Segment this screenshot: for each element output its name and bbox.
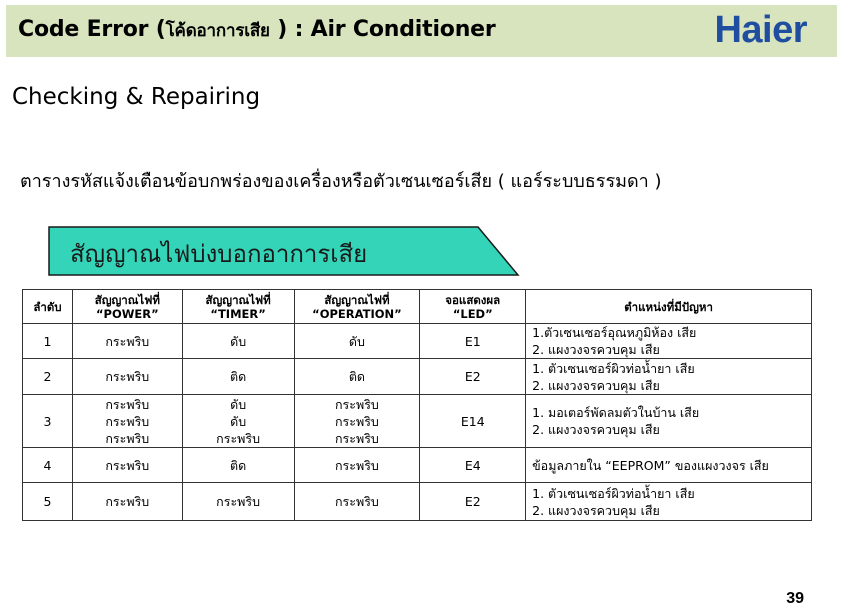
banner xyxy=(48,226,520,276)
cell-timer: ดับ xyxy=(182,324,294,359)
header-bar xyxy=(6,5,837,57)
header-timer: สัญญาณไฟที่ “TIMER” xyxy=(182,290,294,324)
table-row xyxy=(23,448,812,483)
cell-power: กระพริบ xyxy=(72,324,182,359)
cell-problem: 1.ตัวเซนเซอร์อุณหภูมิห้อง เสีย 2. แผงวงจรควบคุม เสีย xyxy=(526,324,812,359)
cell-no: 2 xyxy=(23,359,73,395)
cell-problem: 1. ตัวเซนเซอร์ผิวท่อน้ำยา เสีย 2. แผงวงจรควบคุม เสีย xyxy=(526,359,812,395)
cell-timer: ติด xyxy=(182,448,294,483)
banner-text: สัญญาณไฟบ่งบอกอาการเสีย xyxy=(70,240,368,268)
cell-power: กระพริบ xyxy=(72,448,182,483)
cell-timer: ดับ ดับ กระพริบ xyxy=(182,395,294,448)
cell-operation: กระพริบ xyxy=(294,448,420,483)
cell-led: E4 xyxy=(420,448,526,483)
header-no: ลำดับ xyxy=(23,290,73,324)
cell-problem: 1. มอเตอร์พัดลมตัวในบ้าน เสีย 2. แผงวงจรควบคุม เสีย xyxy=(526,395,812,448)
cell-power: กระพริบ xyxy=(72,359,182,395)
page-title xyxy=(18,17,496,44)
cell-operation: ติด xyxy=(294,359,420,395)
cell-timer: กระพริบ xyxy=(182,483,294,521)
table-row xyxy=(23,395,812,448)
cell-operation: กระพริบ xyxy=(294,483,420,521)
table-description: ตารางรหัสแจ้งเตือนข้อบกพร่องของเครื่องหรือตัวเซนเซอร์เสีย ( แอร์ระบบธรรมดา ) xyxy=(20,171,662,192)
cell-problem: ข้อมูลภายใน “EEPROM” ของแผงวงจร เสีย xyxy=(526,448,812,483)
cell-no: 5 xyxy=(23,483,73,521)
cell-power: กระพริบ กระพริบ กระพริบ xyxy=(72,395,182,448)
table-row xyxy=(23,324,812,359)
title-prefix: Code Error ( xyxy=(18,17,166,42)
cell-led: E14 xyxy=(420,395,526,448)
cell-operation: กระพริบ กระพริบ กระพริบ xyxy=(294,395,420,448)
cell-operation: ดับ xyxy=(294,324,420,359)
header-problem: ตำแหน่งที่มีปัญหา xyxy=(526,290,812,324)
cell-no: 1 xyxy=(23,324,73,359)
table-header-row xyxy=(23,290,812,324)
table-row xyxy=(23,483,812,521)
header-operation: สัญญาณไฟที่ “OPERATION” xyxy=(294,290,420,324)
haier-logo: Haier xyxy=(714,9,807,51)
cell-led: E2 xyxy=(420,483,526,521)
cell-no: 3 xyxy=(23,395,73,448)
table-row xyxy=(23,359,812,395)
cell-power: กระพริบ xyxy=(72,483,182,521)
cell-led: E1 xyxy=(420,324,526,359)
page-number: 39 xyxy=(786,590,804,607)
section-subtitle: Checking & Repairing xyxy=(12,84,261,110)
title-thai: โค้ดอาการเสีย xyxy=(165,21,270,41)
header-led: จอแสดงผล “LED” xyxy=(420,290,526,324)
cell-problem: 1. ตัวเซนเซอร์ผิวท่อน้ำยา เสีย 2. แผงวงจรควบคุม เสีย xyxy=(526,483,812,521)
cell-no: 4 xyxy=(23,448,73,483)
error-code-table xyxy=(22,289,812,521)
cell-timer: ติด xyxy=(182,359,294,395)
header-power: สัญญาณไฟที่ “POWER” xyxy=(72,290,182,324)
cell-led: E2 xyxy=(420,359,526,395)
title-suffix: ) : Air Conditioner xyxy=(269,17,496,42)
